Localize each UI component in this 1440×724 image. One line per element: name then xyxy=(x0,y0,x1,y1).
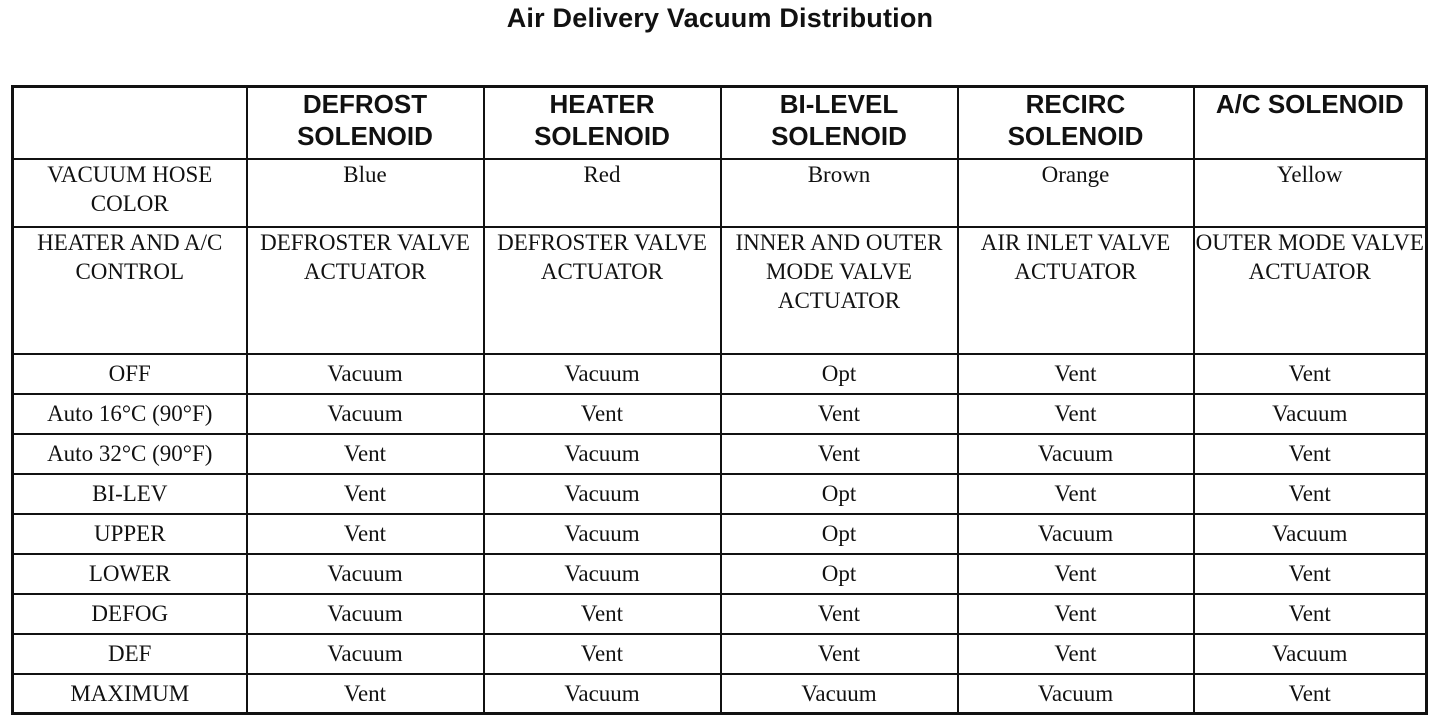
row-label: UPPER xyxy=(13,514,247,554)
control-row xyxy=(13,227,1427,354)
table-cell: Vacuum xyxy=(958,674,1194,714)
table-cell: Brown xyxy=(721,159,958,227)
table-cell: Vent xyxy=(1194,354,1427,394)
corner-cell xyxy=(13,87,247,159)
table-cell: Opt xyxy=(721,354,958,394)
table-cell: Vent xyxy=(247,474,484,514)
table-cell: Vacuum xyxy=(247,354,484,394)
table-cell: OUTER MODE VALVE ACTUATOR xyxy=(1194,227,1427,354)
column-header: HEATER SOLENOID xyxy=(484,87,721,159)
table-cell: Vent xyxy=(1194,434,1427,474)
table-cell: Vacuum xyxy=(247,634,484,674)
table-cell: Vent xyxy=(484,634,721,674)
table-cell: Blue xyxy=(247,159,484,227)
row-label: MAXIMUM xyxy=(13,674,247,714)
table-row xyxy=(13,554,1427,594)
column-header: A/C SOLENOID xyxy=(1194,87,1427,159)
table-cell: Vacuum xyxy=(484,474,721,514)
page-title: Air Delivery Vacuum Distribution xyxy=(506,3,934,33)
hose-color-row xyxy=(13,159,1427,227)
table-cell: Vacuum xyxy=(721,674,958,714)
table-cell: Vacuum xyxy=(958,434,1194,474)
table-cell: Vacuum xyxy=(958,514,1194,554)
table-cell: Vent xyxy=(247,674,484,714)
table-row xyxy=(13,434,1427,474)
table-cell: AIR INLET VALVE ACTUATOR xyxy=(958,227,1194,354)
row-label: DEF xyxy=(13,634,247,674)
table-cell: Vent xyxy=(958,354,1194,394)
table-row xyxy=(13,594,1427,634)
row-label: Auto 32°C (90°F) xyxy=(13,434,247,474)
row-label: LOWER xyxy=(13,554,247,594)
table-cell: Vacuum xyxy=(484,674,721,714)
table-cell: DEFROSTER VALVE ACTUATOR xyxy=(484,227,721,354)
table-cell: Opt xyxy=(721,514,958,554)
table-row xyxy=(13,354,1427,394)
table-cell: Vent xyxy=(958,554,1194,594)
table-cell: INNER AND OUTER MODE VALVE ACTUATOR xyxy=(721,227,958,354)
row-label: OFF xyxy=(13,354,247,394)
row-label: HEATER AND A/C CONTROL xyxy=(13,227,247,354)
table-cell: Vacuum xyxy=(247,594,484,634)
table-cell: Vent xyxy=(958,594,1194,634)
table-cell: Vacuum xyxy=(1194,394,1427,434)
table-cell: Yellow xyxy=(1194,159,1427,227)
table-row xyxy=(13,474,1427,514)
vacuum-distribution-table xyxy=(11,85,1428,715)
table-cell: Vent xyxy=(721,394,958,434)
row-label: Auto 16°C (90°F) xyxy=(13,394,247,434)
table-cell: Vent xyxy=(247,514,484,554)
table-cell: Vacuum xyxy=(247,554,484,594)
table-cell: Vent xyxy=(1194,674,1427,714)
table-cell: Vent xyxy=(484,594,721,634)
table-cell: Vacuum xyxy=(484,554,721,594)
row-label: BI-LEV xyxy=(13,474,247,514)
table-cell: Vent xyxy=(1194,554,1427,594)
table-cell: Vacuum xyxy=(1194,634,1427,674)
table-cell: Vacuum xyxy=(247,394,484,434)
table-row xyxy=(13,394,1427,434)
header-row xyxy=(13,87,1427,159)
table-cell: Vent xyxy=(721,594,958,634)
table-cell: Vent xyxy=(958,474,1194,514)
table-cell: Vacuum xyxy=(484,354,721,394)
table-cell: Vent xyxy=(721,634,958,674)
column-header: RECIRC SOLENOID xyxy=(958,87,1194,159)
row-label: VACUUM HOSE COLOR xyxy=(13,159,247,227)
table-cell: Vent xyxy=(484,394,721,434)
table-cell: Orange xyxy=(958,159,1194,227)
table-cell: Vent xyxy=(721,434,958,474)
table-cell: Vent xyxy=(1194,474,1427,514)
table-cell: DEFROSTER VALVE ACTUATOR xyxy=(247,227,484,354)
column-header: DEFROST SOLENOID xyxy=(247,87,484,159)
table-cell: Red xyxy=(484,159,721,227)
table-cell: Vacuum xyxy=(484,434,721,474)
table-body xyxy=(13,87,1427,714)
column-header: BI-LEVEL SOLENOID xyxy=(721,87,958,159)
table-row xyxy=(13,514,1427,554)
table-cell: Vent xyxy=(958,634,1194,674)
table-cell: Opt xyxy=(721,554,958,594)
table-cell: Opt xyxy=(721,474,958,514)
table-row xyxy=(13,634,1427,674)
table-cell: Vacuum xyxy=(1194,514,1427,554)
table-cell: Vent xyxy=(1194,594,1427,634)
row-label: DEFOG xyxy=(13,594,247,634)
table-row xyxy=(13,674,1427,714)
table-cell: Vent xyxy=(247,434,484,474)
table-cell: Vent xyxy=(958,394,1194,434)
table-cell: Vacuum xyxy=(484,514,721,554)
